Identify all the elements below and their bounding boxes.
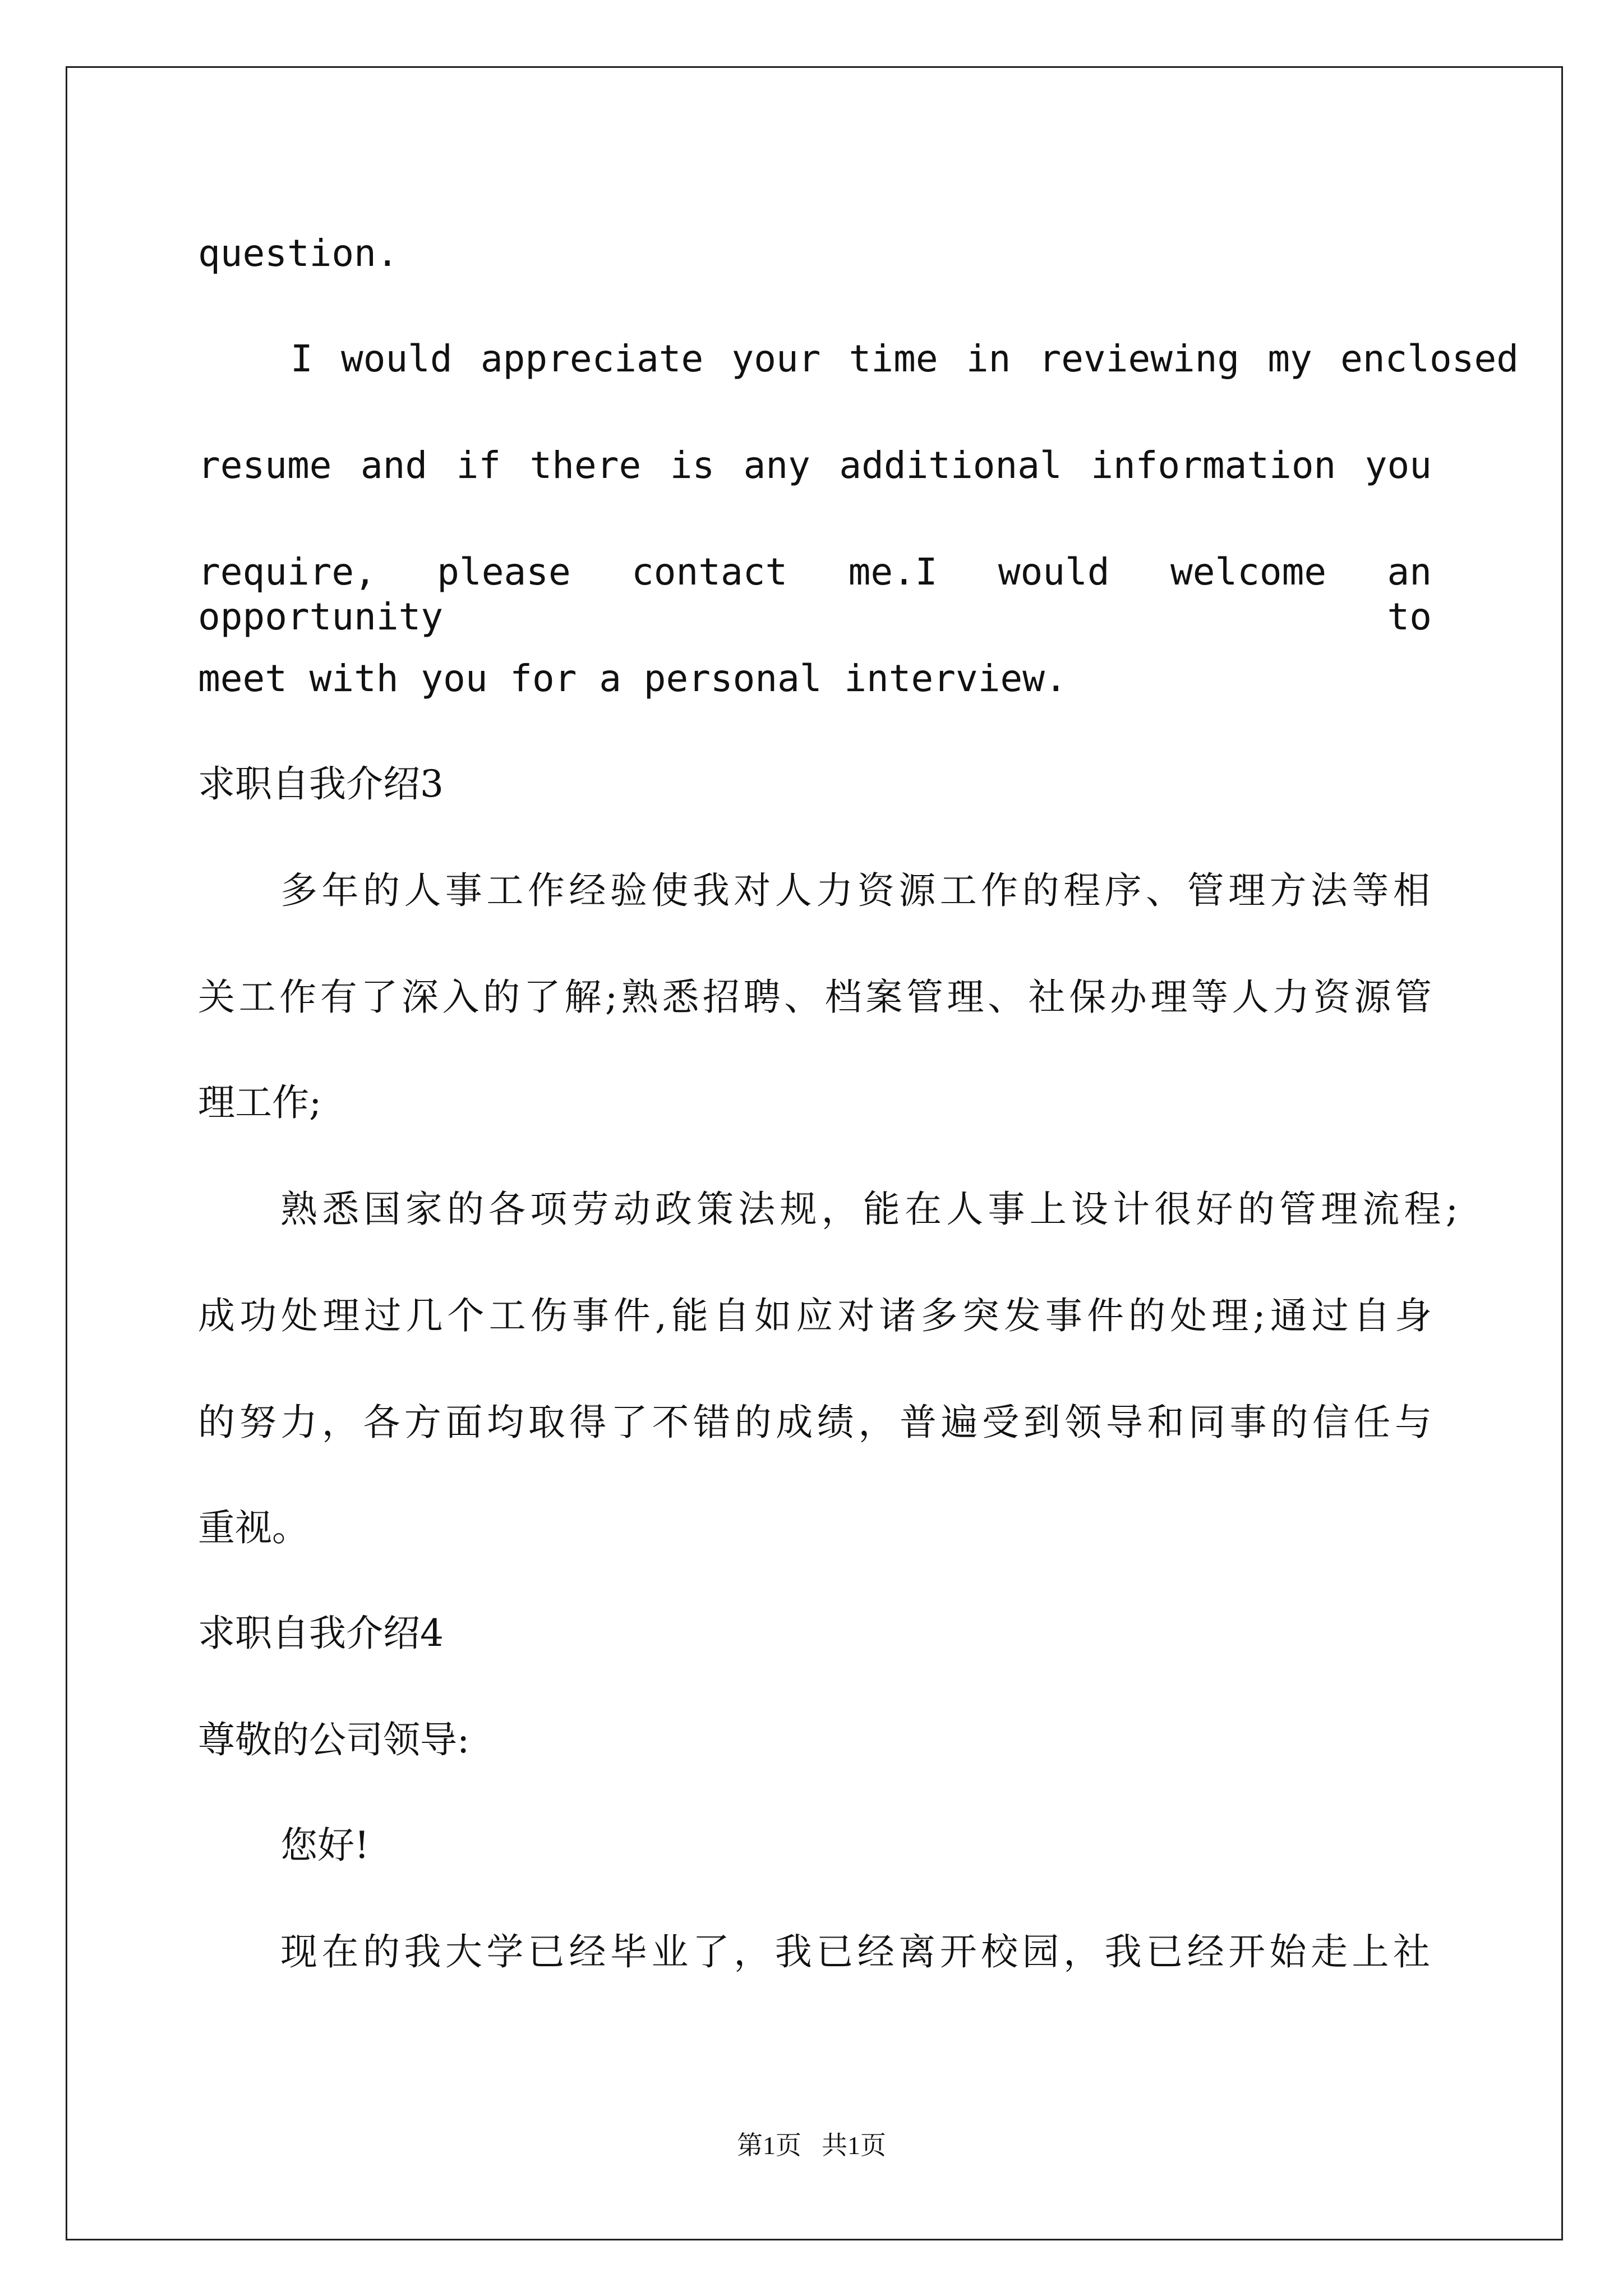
body-line-cn-7: 重视。 [198,1506,309,1549]
body-line-require: require, please contact me.I would welcome an opportunity to [198,550,1432,638]
page-total-label: 共1页 [822,2131,886,2160]
page-border [66,66,1563,2240]
body-line-meet: meet with you for a personal interview. [198,657,1067,700]
body-line-cn-5: 成功处理过几个工伤事件,能自如应对诸多突发事件的处理;通过自身 [198,1294,1432,1337]
page-footer [0,2129,1623,2162]
body-line-cn-8: 现在的我大学已经毕业了，我已经离开校园，我已经开始走上社 [280,1930,1430,1973]
section-heading-3: 求职自我介绍3 [198,762,444,806]
body-line-cn-4: 熟悉国家的各项劳动政策法规，能在人事上设计很好的管理流程; [280,1188,1458,1231]
page-current-label: 第1页 [737,2131,801,2160]
greeting: 您好! [280,1824,370,1867]
salutation: 尊敬的公司领导: [198,1718,470,1761]
body-line-resume: resume and if there is any additional information you [198,444,1432,487]
body-line-appreciate: I would appreciate your time in reviewing my enclosed [291,337,1519,380]
body-line-question: question. [198,232,399,275]
body-line-cn-6: 的努力，各方面均取得了不错的成绩，普遍受到领导和同事的信任与 [198,1401,1432,1444]
body-line-cn-1: 多年的人事工作经验使我对人力资源工作的程序、管理方法等相 [280,869,1430,912]
section-heading-4: 求职自我介绍4 [198,1612,444,1655]
body-line-cn-2: 关工作有了深入的了解;熟悉招聘、档案管理、社保办理等人力资源管 [198,976,1432,1019]
body-line-cn-3: 理工作; [198,1081,322,1124]
